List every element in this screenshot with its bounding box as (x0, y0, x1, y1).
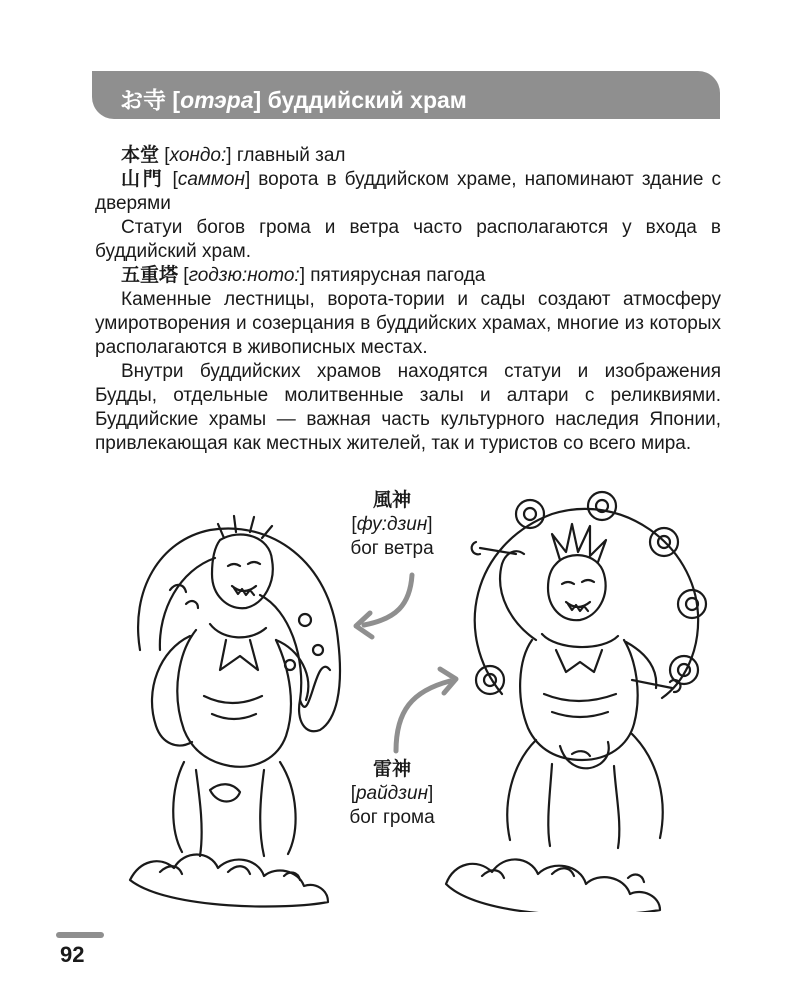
section-header (92, 71, 720, 119)
paragraph-stairs: Каменные лестницы, ворота-тории и сады создают атмосферу умиротворения и созерцания в буддийских храмах, многие из которых располагаются в живописных местах. (95, 289, 721, 358)
section-title (120, 82, 467, 115)
entry-pagoda-jp: 五重塔 (121, 265, 179, 286)
header-reading: отэра (180, 87, 254, 113)
entry-sanmon-jp: 山門 (121, 169, 165, 190)
label-raijin-jp: 雷神 (372, 759, 411, 780)
body-text (95, 144, 721, 456)
entry-hondo-text: главный зал (236, 145, 346, 166)
label-raijin-meaning: бог грома (349, 807, 435, 828)
entry-hondo-jp: 本堂 (121, 145, 160, 166)
entry-pagoda: 五重塔 [годзю:ното:] пятиярусная пагода (121, 265, 486, 286)
label-fujin (332, 489, 452, 561)
entry-pagoda-reading: годзю:ното: (188, 265, 300, 286)
raijin-illustration (432, 484, 727, 912)
label-raijin (330, 758, 454, 830)
header-bracket-open: [ (172, 87, 181, 113)
arrow-to-fujin (364, 575, 412, 625)
label-fujin-jp: 風神 (372, 490, 411, 511)
label-raijin-reading: райдзин (355, 783, 429, 804)
header-jp: お寺 (120, 87, 166, 113)
page-number-rule (56, 932, 104, 938)
entry-sanmon-text: ворота в буддийском храме, напоминают здание с дверями (95, 169, 721, 214)
label-fujin-reading-line: [фу:дзин] (351, 514, 433, 535)
label-arrows (340, 555, 470, 785)
header-bracket-close: ] (253, 87, 262, 113)
entry-pagoda-text: пятиярусная пагода (310, 265, 486, 286)
fujin-illustration (100, 500, 360, 912)
label-raijin-reading-line: [райдзин] (350, 783, 434, 804)
page-number: 92 (60, 942, 85, 967)
label-fujin-reading: фу:дзин (356, 514, 428, 535)
paragraph-statues: Статуи богов грома и ветра часто располагаются у входа в буддийский храм. (95, 217, 721, 262)
entry-sanmon-reading: саммон (177, 169, 245, 190)
paragraph-interior: Внутри буддийских храмов находятся статуи и изображения Будды, отдельные молитвенные залы и алтари с реликвиями. Буддийские храмы — важная часть культурного наследия Японии, привлекающая как местных жителей, так и туристов со всего мира. (95, 361, 721, 454)
entry-hondo: 本堂 [хондо:] главный зал (121, 145, 346, 166)
label-fujin-meaning: бог ветра (350, 538, 434, 559)
entry-sanmon: 山門 [саммон] ворота в буддийском храме, напоминают здание с дверями (95, 169, 721, 214)
header-translation: буддийский храм (267, 87, 467, 113)
arrow-to-raijin (396, 681, 450, 751)
entry-hondo-reading: хондо: (169, 145, 227, 166)
